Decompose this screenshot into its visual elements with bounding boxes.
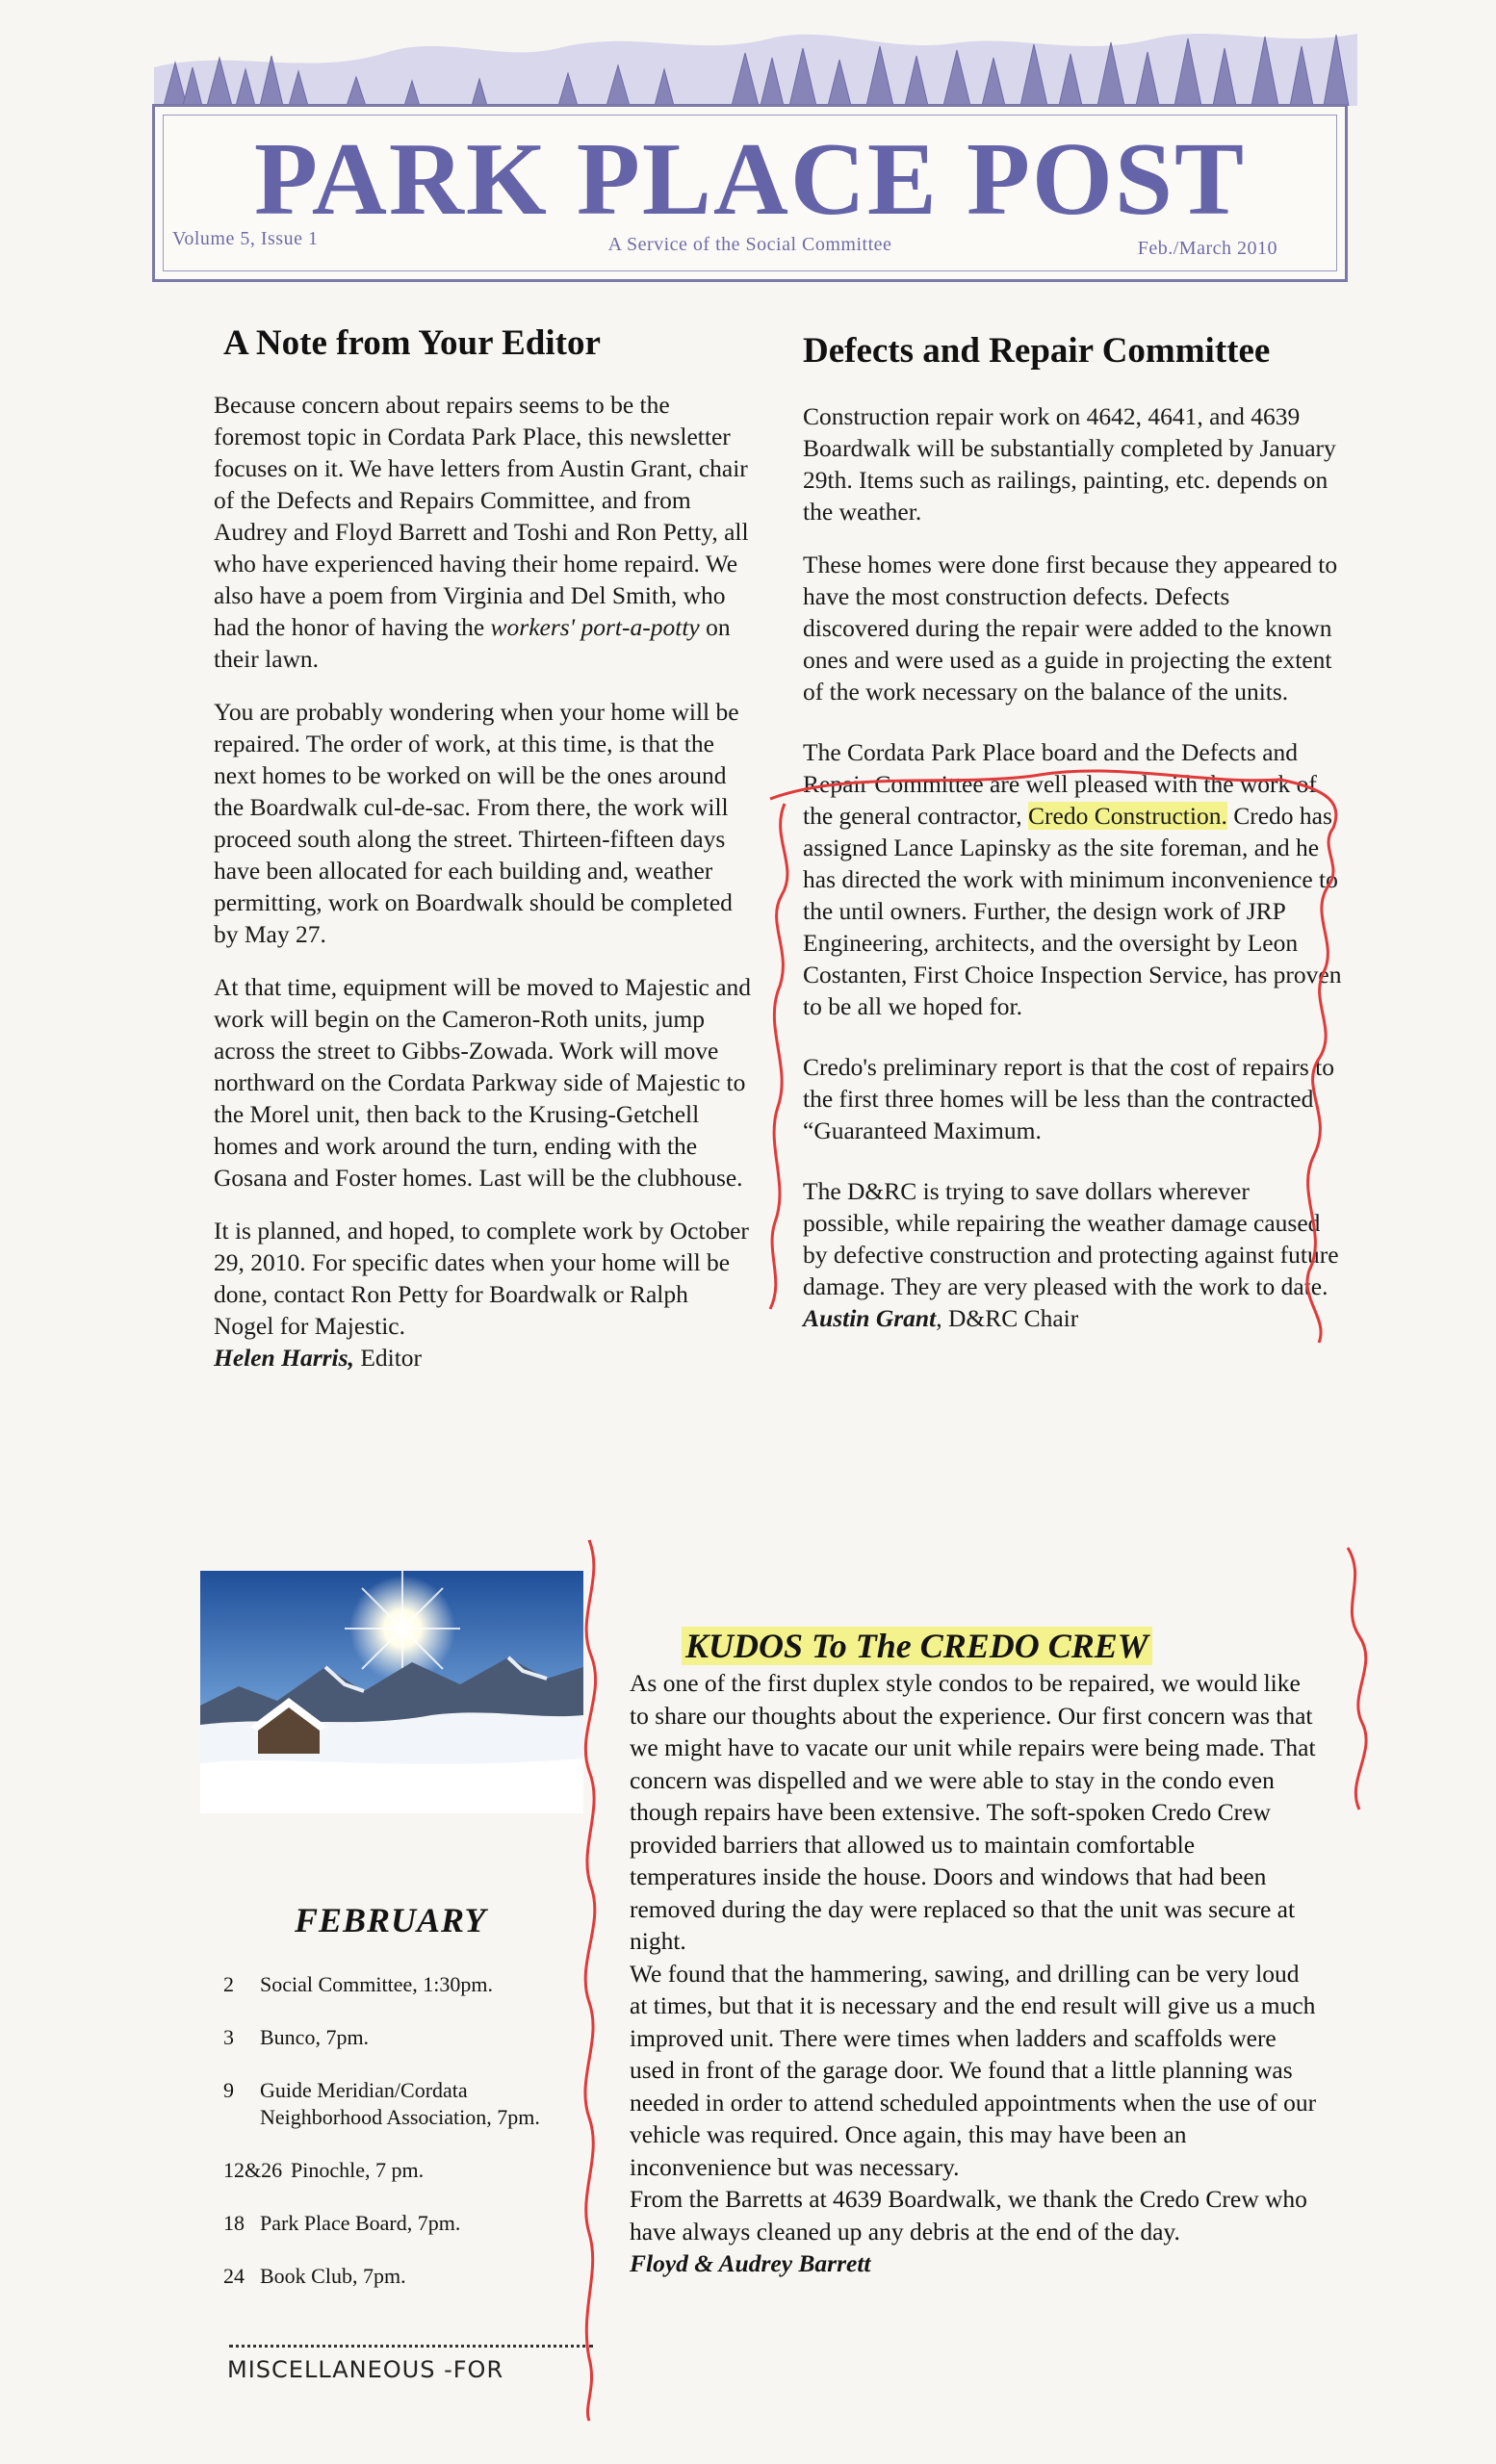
newsletter-title: PARK PLACE POST (253, 122, 1247, 237)
event-item (223, 2263, 589, 2290)
kudos-article-body (630, 1667, 1323, 2280)
event-day: 12&26 (223, 2158, 283, 2182)
defects-p3-text: The Cordata Park Place board and the Defects and Repair Committee are well pleased with the work of the general contractor, (803, 738, 1317, 830)
editor-paragraph: You are probably wondering when your home will be repaired. The order of work, at this time, is that the next homes to be worked on will be the ones around the Boardwalk cul-de-sac. From there, the work will proceed south along the street. Thirteen-fifteen days have been allocated for each building and, weather permitting, work on Boardwalk should be completed by May 27. (214, 698, 739, 948)
credo-highlight: Credo Construction. (1028, 802, 1227, 830)
event-text: Park Place Board, 7pm. (260, 2211, 461, 2235)
defects-paragraph: Credo's preliminary report is that the cost of repairs to the first three homes will be less than the contracted “Guaranteed Maximum. (803, 1053, 1334, 1144)
editor-signature-role: Editor (353, 1344, 423, 1372)
event-item (223, 1971, 589, 1998)
editor-note-article (214, 322, 753, 1373)
editor-p4-text: It is planned, and hoped, to complete work by October 29, 2010. For specific dates when your home will be done, contact Ron Petty for Boardwalk or Ralph Nogel for Majestic. (214, 1217, 749, 1340)
event-text: Pinochle, 7 pm. (291, 2158, 425, 2182)
miscellaneous-handwritten-note: MISCELLANEOUS -FOR (227, 2356, 504, 2383)
defects-paragraph: These homes were done first because they appeared to have the most construction defects. Defects discovered during the repair were added to the known ones and were used as a guide in projecting the extent of the work necessary on the balance of the units. (803, 551, 1338, 706)
kudos-paragraph: As one of the first duplex style condos to be repaired, we would like to share our thoughts about the experience. Our first concern was that we might have to vacate our unit while repairs were being made. That concern was dispelled and we were able to stay in the condo even though repairs have been extensive. The soft-spoken Credo Crew provided barriers that allowed us to maintain comfortable temperatures inside the house. Doors and windows that had been removed during the day were replaced so that the unit was secure at night. (630, 1669, 1316, 1955)
defects-p5-text: The D&RC is trying to save dollars wherever possible, while repairing the weather damage caused by defective construction and protecting against future damage. They are very pleased with the work to date. (803, 1177, 1339, 1300)
kudos-paragraph: We found that the hammering, sawing, and drilling can be very loud at times, but that it is necessary and the end result will give us a much improved unit. There were times when ladders and scaffolds were used in front of the garage door. We found that a little planning was needed in order to attend scheduled appointments when the use of our vehicle was required. Once again, this may have been an inconvenience but was necessary. (630, 1959, 1317, 2181)
kudos-signature: Floyd & Audrey Barrett (630, 2249, 871, 2277)
masthead (152, 104, 1348, 282)
masthead-subtitle: A Service of the Social Committee (607, 234, 892, 255)
volume-issue: Volume 5, Issue 1 (172, 228, 319, 249)
event-item (223, 2210, 589, 2237)
editor-p1-italic: workers' port-a-potty (490, 613, 700, 641)
defects-headline: Defects and Repair Committee (803, 331, 1271, 371)
event-day: 2 (223, 1972, 234, 1996)
event-text: Book Club, 7pm. (260, 2264, 406, 2288)
event-item (223, 2024, 589, 2051)
editor-p1-end: on their lawn. (214, 613, 731, 673)
editor-p1-text: Because concern about repairs seems to be the foremost topic in Cordata Park Place, this newsletter focuses on it. We have letters from Austin Grant, chair of the Defects and Repairs Committee, and from Audrey and Floyd Barrett and Toshi and Ron Petty, all who have experienced having their home repaird. We also have a poem from Virginia and Del Smith, who had the honor of having the (214, 391, 749, 641)
editor-paragraph: At that time, equipment will be moved to Majestic and work will begin on the Cameron-Roth units, jump across the street to Gibbs-Zowada. Work will move northward on the Cordata Parkway side of Majestic to the Morel unit, then back to the Krusing-Getchell homes and work around the turn, ending with the Gosana and Foster homes. Last will be the clubhouse. (214, 973, 752, 1192)
event-day: 24 (223, 2264, 245, 2288)
issue-date: Feb./March 2010 (1137, 238, 1277, 259)
masthead-treeline-art (154, 10, 1357, 106)
defects-paragraph (803, 1175, 1342, 1334)
event-day: 3 (223, 2025, 234, 2049)
february-calendar-title: FEBRUARY (295, 1901, 487, 1939)
editor-signature-name: Helen Harris, (214, 1344, 354, 1372)
defects-paragraph: Construction repair work on 4642, 4641, and 4639 Boardwalk will be substantially completed by January 29th. Items such as railings, painting, etc. depends on the weather. (803, 402, 1336, 526)
defects-signature-role: , D&RC Chair (936, 1304, 1079, 1332)
event-item (223, 2157, 589, 2184)
kudos-headline: KUDOS To The CREDO CREW (682, 1627, 1152, 1665)
february-events-list (223, 1971, 589, 2316)
kudos-right-bracket (1348, 1548, 1366, 1810)
defects-p3-end: Credo has assigned Lance Lapinsky as the site foreman, and he has directed the work with minimum inconvenience to the until owners. Further, the design work of JRP Engineering, architects, and the oversight by Leon Costanten, First Choice Inspection Service, has proven to be all we hoped for. (803, 802, 1342, 1020)
event-day: 18 (223, 2211, 245, 2235)
snow-mountain-photo (200, 1571, 583, 1813)
event-text: Bunco, 7pm. (260, 2025, 370, 2049)
defects-committee-article (803, 330, 1342, 1334)
kudos-paragraph: From the Barretts at 4639 Boardwalk, we thank the Credo Crew who have always cleaned up any debris at the end of the day. (630, 2185, 1307, 2246)
event-day: 9 (223, 2078, 234, 2102)
event-text: Guide Meridian/Cordata Neighborhood Association, 7pm. (260, 2078, 540, 2129)
defects-paragraph (803, 736, 1342, 1022)
defects-signature-name: Austin Grant (803, 1304, 937, 1332)
editor-paragraph (214, 389, 753, 675)
defects-left-bracket (770, 804, 787, 1309)
dotted-divider (229, 2345, 593, 2348)
event-text: Social Committee, 1:30pm. (260, 1972, 493, 1996)
editor-note-headline: A Note from Your Editor (223, 323, 601, 363)
editor-paragraph (214, 1215, 753, 1373)
event-item (223, 2077, 589, 2131)
